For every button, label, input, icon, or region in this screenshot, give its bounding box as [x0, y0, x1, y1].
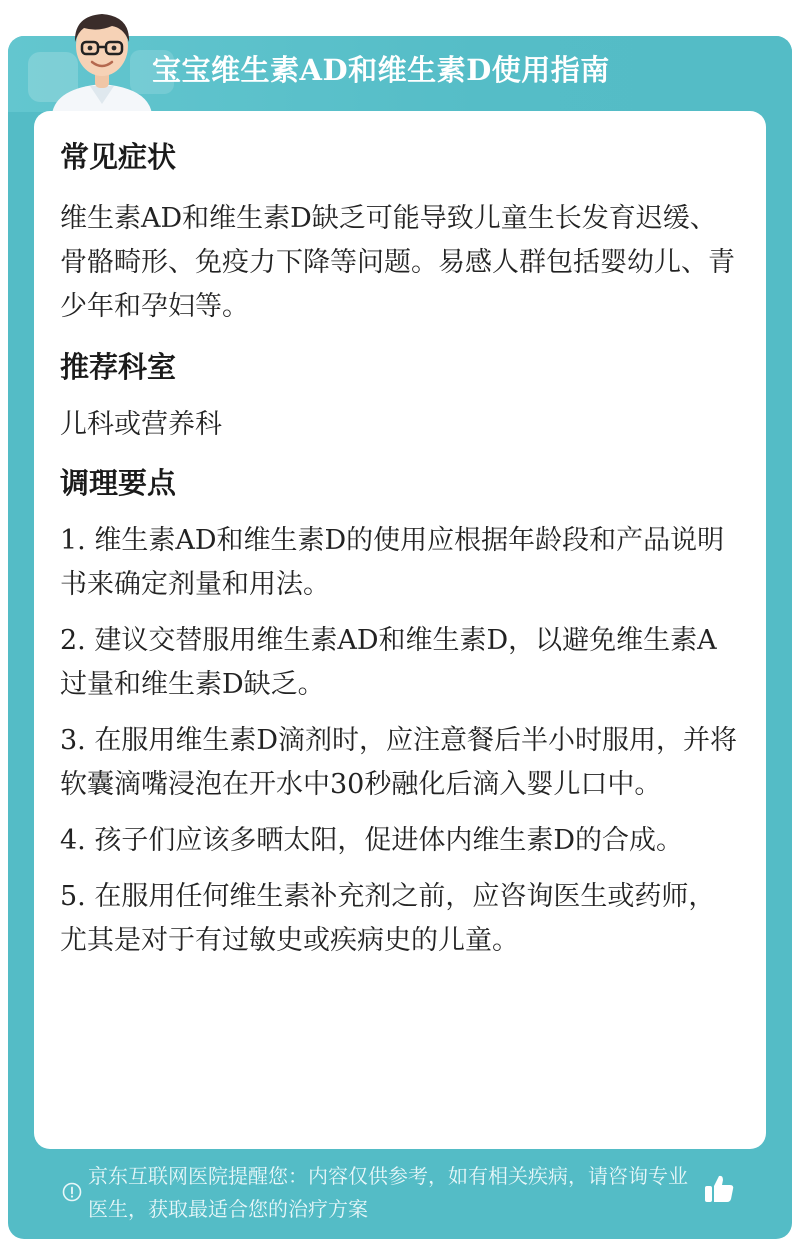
section-heading-department: 推荐科室 — [60, 350, 177, 384]
list-item: 2. 建议交替服用维生素AD和维生素D，以避免维生素A过量和维生素D缺乏。 — [60, 625, 717, 700]
content-card — [34, 111, 766, 1149]
thumbs-up-icon[interactable] — [702, 1172, 736, 1206]
list-item: 1. 维生素AD和维生素D的使用应根据年龄段和产品说明书来确定剂量和用法。 — [60, 525, 725, 600]
department-text: 儿科或营养科 — [60, 409, 222, 440]
doctor-avatar — [42, 4, 162, 114]
care-list — [60, 519, 740, 963]
list-item: 4. 孩子们应该多晒太阳，促进体内维生素D的合成。 — [60, 825, 683, 856]
section-heading-care: 调理要点 — [60, 466, 177, 500]
disclaimer-text: 京东互联网医院提醒您：内容仅供参考，如有相关疾病，请咨询专业医生，获取最适合您的治疗方案 — [88, 1164, 688, 1221]
section-heading-symptoms: 常见症状 — [60, 140, 177, 174]
list-item: 5. 在服用任何维生素补充剂之前，应咨询医生或药师，尤其是对于有过敏史或疾病史的儿童。 — [60, 881, 716, 956]
page-title: 宝宝维生素AD和维生素D使用指南 — [152, 53, 610, 87]
info-icon — [62, 1182, 82, 1202]
list-item: 3. 在服用维生素D滴剂时，应注意餐后半小时服用，并将软囊滴嘴浸泡在开水中30秒融化后滴入婴儿口中。 — [60, 725, 737, 800]
symptoms-text: 维生素AD和维生素D缺乏可能导致儿童生长发育迟缓、骨骼畸形、免疫力下降等问题。易感人群包括婴幼儿、青少年和孕妇等。 — [60, 203, 735, 322]
